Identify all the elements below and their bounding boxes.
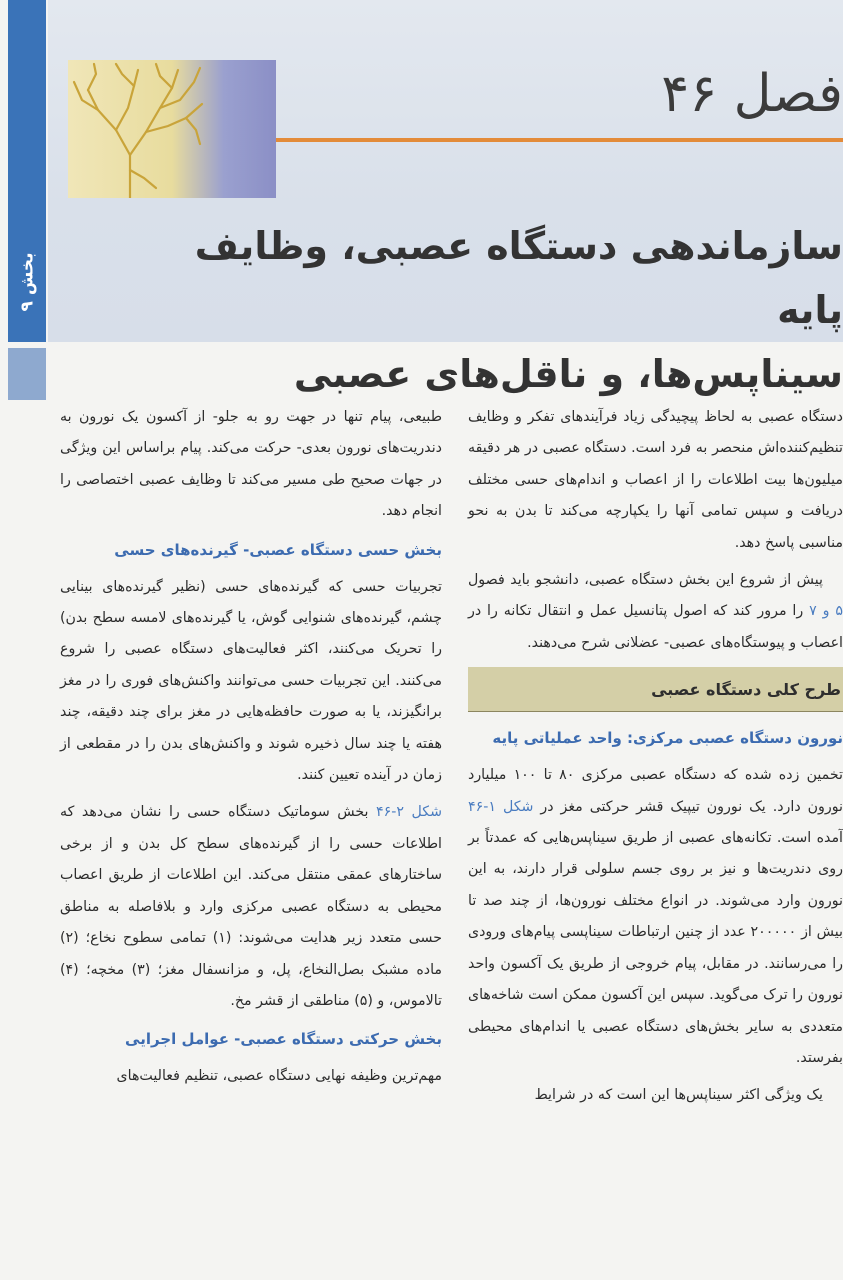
right-text-column — [468, 402, 843, 1118]
paragraph: یک ویژگی اکثر سیناپس‌ها این است که در شرایط — [534, 1087, 823, 1104]
paragraph: تخمین زده شده که دستگاه عصبی مرکزی ۸۰ تا ۱۰۰ میلیارد نورون دارد. یک نورون تیپیک قشر حرکتی مغز در شکل ۱-۴۶ آمده است. تکانه‌های عصبی از طریق سیناپس‌هایی که عمدتاً بر روی دندریت‌ها و نیز بر روی جسم سلولی قرار دارند، به این نورون وارد می‌شوند. در انواع مختلف نورون‌ها، از چند صد تا بیش از ۲۰۰۰۰۰ عدد از چنین ارتباطات سیناپسی پیام‌های ورودی را می‌رسانند. در مقابل، پیام خروجی از طریق یک آکسون واحد نورون را ترک می‌گوید. سپس این آکسون ممکن است شاخه‌های متعددی به سایر بخش‌های دستگاه عصبی یا اندام‌های محیطی بفرستد. — [468, 767, 843, 1066]
paragraph: پیش از شروع این بخش دستگاه عصبی، دانشجو باید فصول ۵ و ۷ را مرور کند که اصول پتانسیل عمل و انتقال تکانه را در اعصاب و پیوستگاه‌های عصبی- عضلانی شرح می‌دهند. — [468, 572, 843, 651]
page-title — [143, 214, 843, 406]
section-accent-block — [8, 348, 46, 400]
paragraph: طبیعی، پیام تنها در جهت رو به جلو- از آکسون یک نورون به دندریت‌های نورون بعدی- حرکت می‌کند. پیام براساس این ویژگی در جهات صحیح طی مسیر می‌کند تا وظایف عصبی اختصاصی را انجام دهد. — [60, 409, 442, 520]
section-band — [468, 667, 843, 712]
section-band-title: طرح کلی دستگاه عصبی — [651, 679, 841, 699]
paragraph: مهم‌ترین وظیفه نهایی دستگاه عصبی، تنظیم فعالیت‌های — [116, 1068, 442, 1085]
chapter-rule — [276, 138, 843, 142]
chapter-thumbnail-image — [68, 60, 276, 198]
paragraph: تجربیات حسی که گیرنده‌های حسی (نظیر گیرنده‌های بینایی چشم، گیرنده‌های شنوایی گوش، یا گیرنده‌های لامسه سطح بدن) را تحریک می‌کنند، اکثر فعالیت‌های دستگاه عصبی را شروع می‌کنند. این تجربیات حسی می‌توانند واکنش‌های فوری را در مغز برانگیزند، یا به صورت حافظه‌هایی در مغز برای چند دقیقه، چند هفته یا چند سال ذخیره شوند و واکنش‌های بدن را در مقطعی از زمان در آینده تعیین کنند. — [60, 578, 442, 784]
title-line-1: سازماندهی دستگاه عصبی، وظایف پایه — [194, 224, 843, 332]
section-tab — [8, 222, 46, 342]
neuron-dendrite-illustration — [68, 60, 276, 198]
title-line-2: سیناپس‌ها، و ناقل‌های عصبی — [293, 352, 843, 396]
subheading: بخش حرکتی دستگاه عصبی- عوامل اجرایی — [125, 1030, 442, 1049]
paragraph: شکل ۲-۴۶ بخش سوماتیک دستگاه حسی را نشان می‌دهد که اطلاعات حسی را از گیرنده‌های سطح کل بدن و از برخی ساختارهای عمقی منتقل می‌کند. این اطلاعات از طریق اعصاب محیطی به دستگاه عصبی مرکزی وارد و بلافاصله به مناطق حسی متعدد زیر هدایت می‌شوند: (۱) تمامی سطوح نخاع؛ (۲) ماده مشبک بصل‌النخاع، پل، و مزانسفال مغز؛ (۳) مخچه؛ (۴) تالاموس، و (۵) مناطقی از قشر مخ. — [60, 804, 442, 1009]
figure-reference-link[interactable]: شکل ۲-۴۶ — [376, 804, 442, 821]
chapter-number: فصل ۴۶ — [661, 64, 843, 124]
subheading: بخش حسی دستگاه عصبی- گیرنده‌های حسی — [114, 540, 442, 559]
left-text-column — [60, 402, 442, 1099]
chapter-reference-link[interactable]: ۵ و ۷ — [809, 603, 843, 620]
paragraph: دستگاه عصبی به لحاظ پیچیدگی زیاد فرآیندهای تفکر و وظایف تنظیم‌کننده‌اش منحصر به فرد است. دستگاه عصبی در هر دقیقه میلیون‌ها بیت اطلاعات را از اعصاب و اندام‌های حسی مختلف دریافت و سپس تمامی آنها را یکپارچه می‌کند تا بدن به نحو مناسبی پاسخ دهد. — [468, 409, 843, 551]
section-label: بخش ۹ — [17, 252, 38, 312]
subheading: نورون دستگاه عصبی مرکزی: واحد عملیاتی پایه — [492, 729, 843, 748]
figure-reference-link[interactable]: شکل ۱-۴۶ — [468, 798, 534, 815]
